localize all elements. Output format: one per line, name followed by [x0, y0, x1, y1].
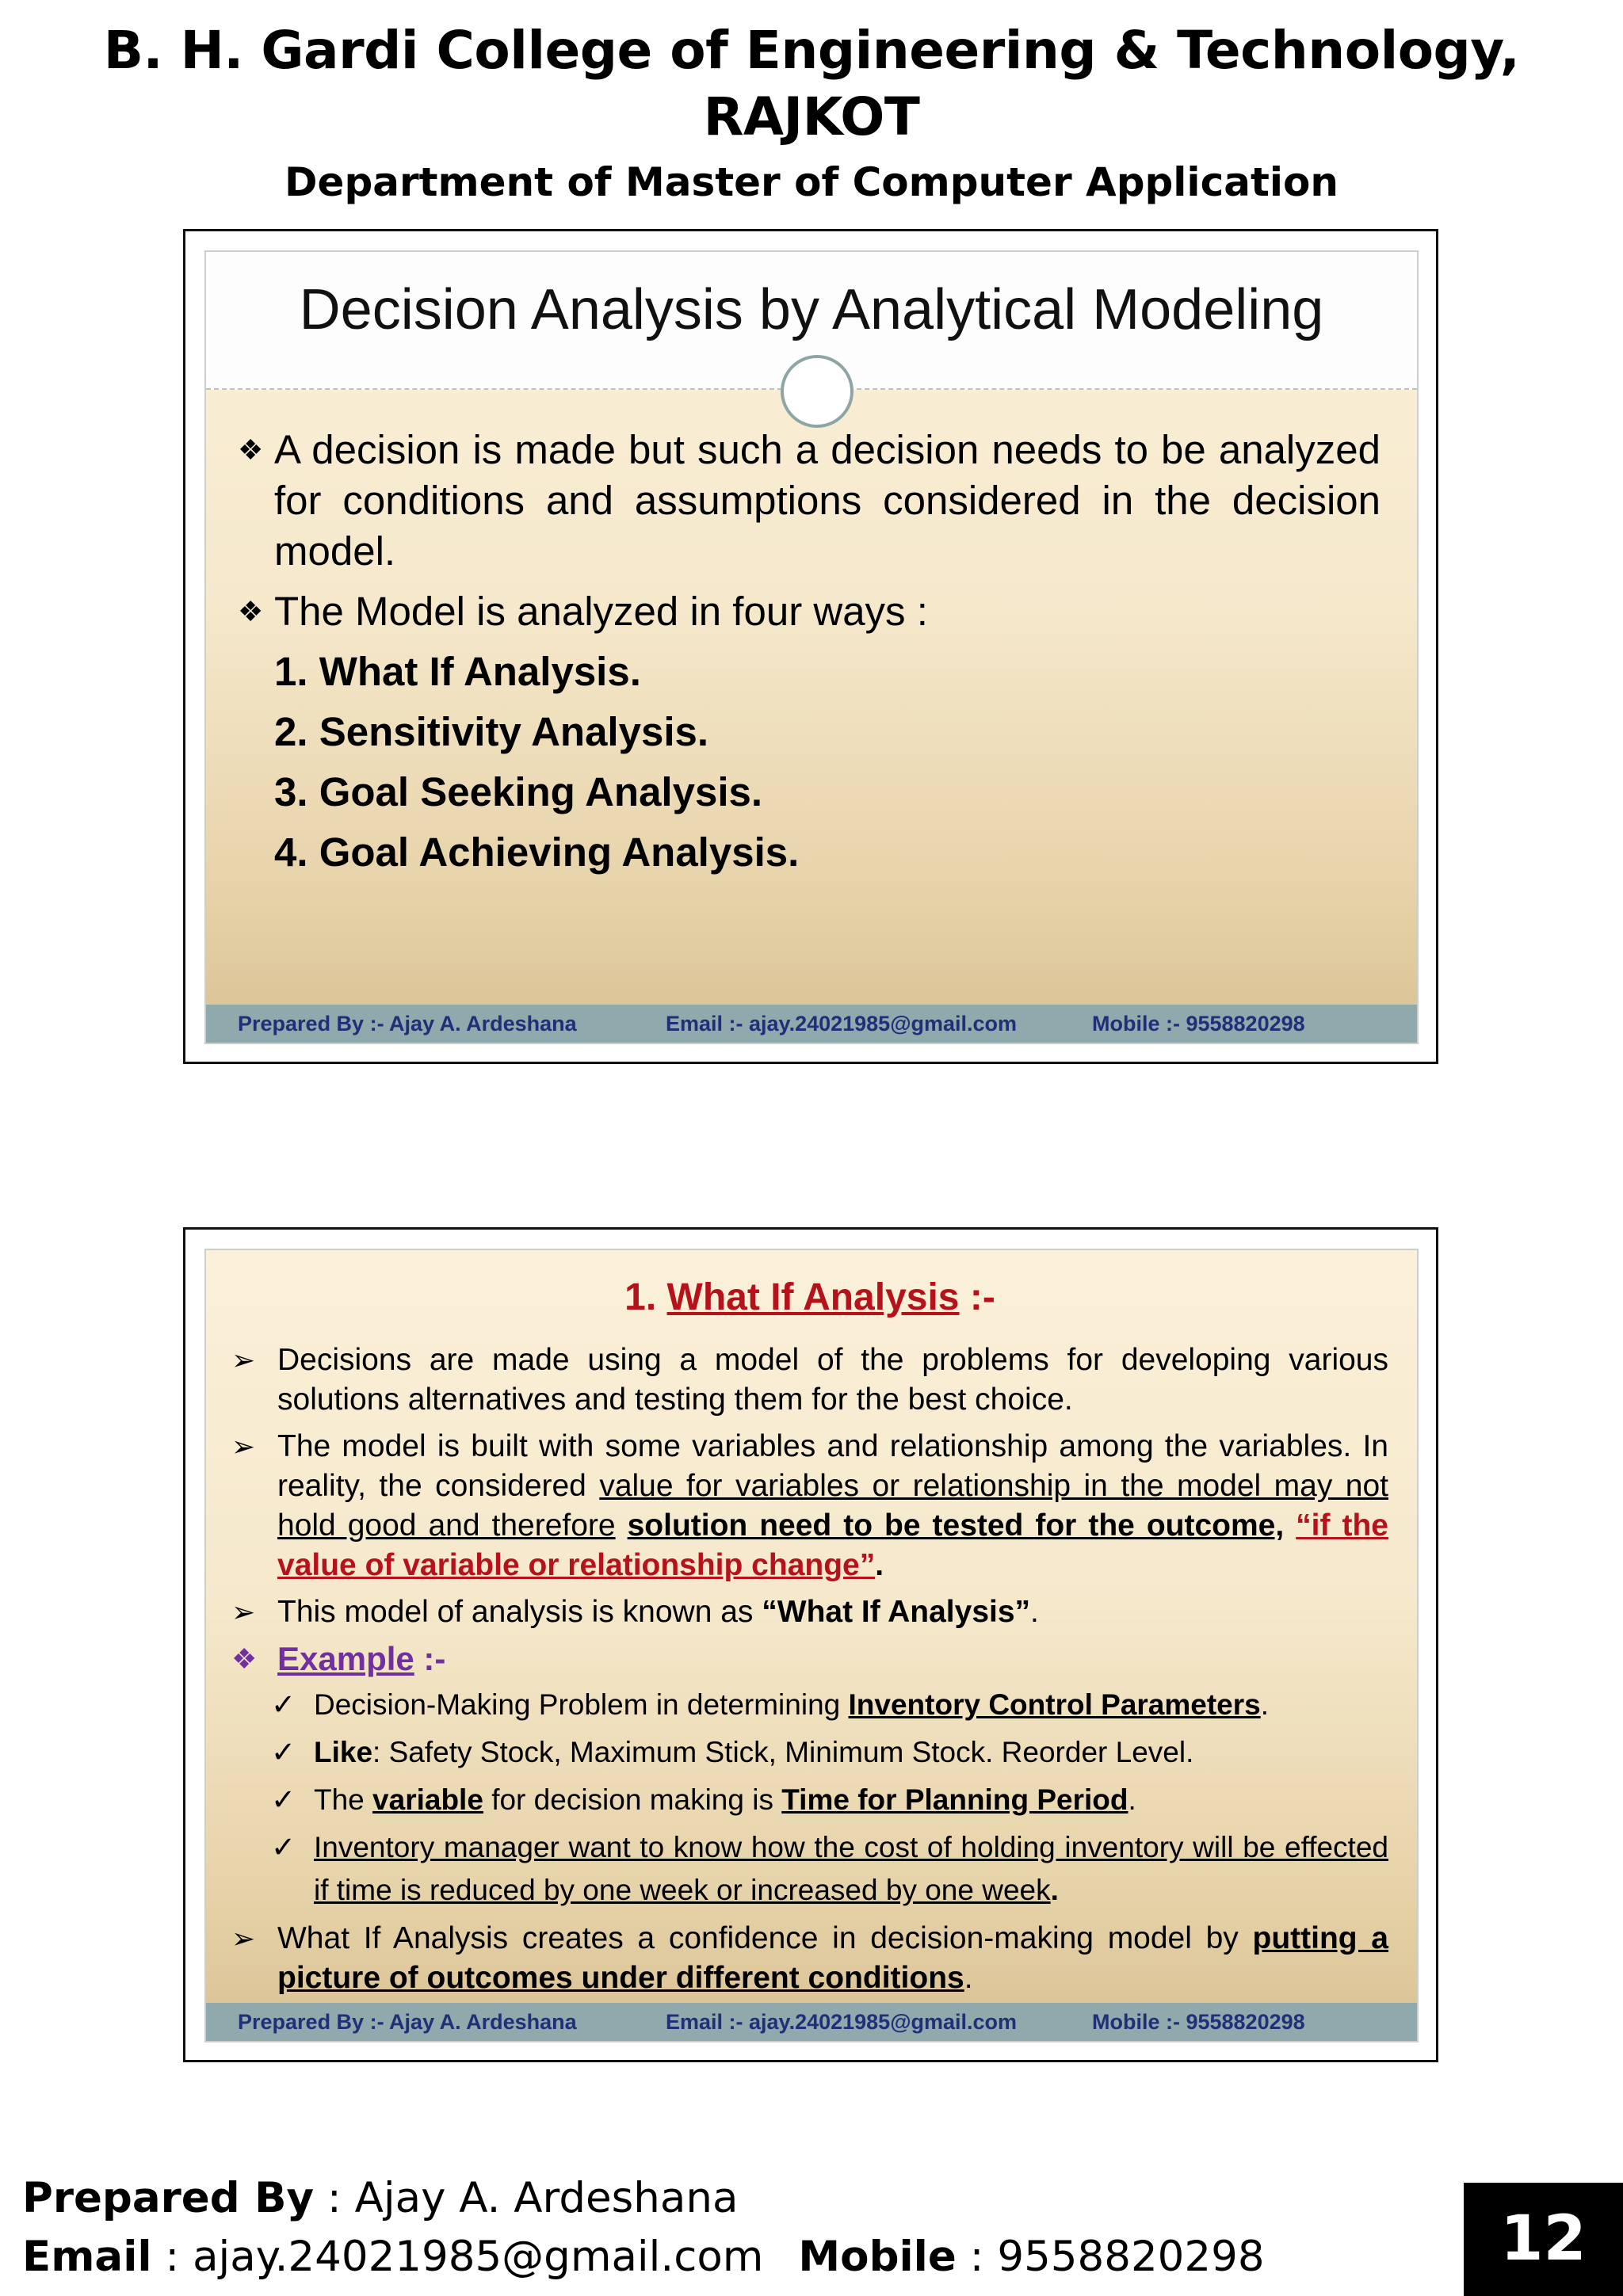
text-run: .	[1050, 1874, 1059, 1906]
footer-email: Email :- ajay.24021985@gmail.com	[666, 1012, 1018, 1035]
text-run: .	[1128, 1783, 1136, 1816]
arrow-bullet-item	[231, 1341, 1388, 1420]
text-run: solution need to be tested for the outcome,	[627, 1508, 1285, 1543]
slide-2	[204, 1249, 1419, 2042]
text-run: Time for Planning Period	[781, 1783, 1128, 1816]
slide-footer	[206, 1005, 1417, 1043]
analysis-item: 1. What If Analysis.	[274, 649, 641, 694]
department-name: Department of Master of Computer Application	[285, 159, 1338, 205]
bullet-text: A decision is made but such a decision needs to be analyzed for conditions and assumptions considered in the decision model.	[274, 427, 1381, 574]
text-run: “if the value of variable or relationship change”	[277, 1508, 1388, 1582]
footer-prepared-by: Prepared By :- Ajay A. Ardeshana	[238, 1012, 577, 1035]
check-bullet-item	[231, 1779, 1388, 1821]
arrow-bullet-icon: ➢	[231, 1430, 256, 1463]
check-bullet-icon: ✓	[271, 1688, 296, 1721]
footer-mobile: Mobile :- 9558820298	[1092, 1012, 1305, 1035]
text-run: .	[1030, 1595, 1039, 1629]
text-run: putting a picture of outcomes under different conditions	[277, 1921, 1388, 1995]
text-run: : Safety Stock, Maximum Stick, Minimum Stock. Reorder Level.	[372, 1736, 1194, 1768]
text-run: The model is built with some variables and relationship among the variables. In reality, the considered	[277, 1429, 1388, 1503]
page-footer	[22, 2169, 1265, 2286]
text-run: What If Analysis creates a confidence in decision-making model by	[277, 1921, 1253, 1955]
mobile-value: : 9558820298	[956, 2233, 1265, 2281]
diamond-bullet-icon: ❖	[231, 1642, 258, 1675]
text-run: .	[1260, 1688, 1270, 1721]
college-name: B. H. Gardi College of Engineering & Technology, RAJKOT	[103, 20, 1520, 147]
arrow-bullet-icon: ➢	[231, 1344, 256, 1376]
slide-frame-2	[183, 1227, 1438, 2062]
analysis-item: 2. Sensitivity Analysis.	[274, 709, 709, 754]
arrow-bullet-item	[231, 1427, 1388, 1585]
slide-2-body	[231, 1274, 1388, 1998]
page-header	[0, 17, 1623, 208]
arrow-bullet-item	[231, 1592, 1388, 1632]
circle-ornament-icon	[784, 358, 850, 425]
text-run: “What If Analysis”	[762, 1595, 1031, 1629]
text-run: variable	[372, 1783, 483, 1816]
text-run: .	[964, 1961, 973, 1995]
bullet-item	[238, 425, 1381, 577]
check-bullet-item	[231, 1826, 1388, 1912]
footer-email: Email :- ajay.24021985@gmail.com	[666, 2010, 1018, 2034]
prepared-value: : Ajay A. Ardeshana	[314, 2174, 739, 2222]
check-bullet-icon: ✓	[271, 1736, 296, 1768]
text-run: for decision making is	[483, 1783, 782, 1816]
email-value: : ajay.24021985@gmail.com	[151, 2233, 764, 2281]
diamond-bullet-icon: ❖	[238, 595, 264, 627]
example-heading	[231, 1639, 1388, 1679]
title-suffix: :-	[959, 1276, 995, 1318]
footer-prepared-line	[22, 2169, 1265, 2228]
title-main: What If Analysis	[666, 1276, 960, 1318]
text-run	[616, 1508, 628, 1543]
check-bullet-icon: ✓	[271, 1831, 296, 1863]
text-run	[1284, 1508, 1296, 1543]
text-run: The	[314, 1783, 373, 1816]
text-run: .	[875, 1548, 884, 1582]
slide-footer	[206, 2003, 1417, 2041]
email-label: Email	[22, 2233, 152, 2281]
text-run: Inventory manager want to know how the cost of holding inventory will be effected if time is reduced by one week or increased by one week	[314, 1831, 1388, 1906]
slide-title: Decision Analysis by Analytical Modeling	[299, 278, 1324, 341]
check-bullet-item	[231, 1731, 1388, 1774]
slide-1	[204, 250, 1419, 1044]
bullet-text: The Model is analyzed in four ways :	[274, 589, 928, 634]
footer-prepared-by: Prepared By :- Ajay A. Ardeshana	[238, 2010, 577, 2034]
text-run: Like	[314, 1736, 373, 1768]
slide-frame-1	[183, 229, 1438, 1064]
arrow-bullet-icon: ➢	[231, 1596, 256, 1628]
example-label: Example	[277, 1640, 414, 1677]
arrow-bullet-icon: ➢	[231, 1922, 256, 1955]
text-run: Inventory Control Parameters	[848, 1688, 1261, 1721]
arrow-bullet-item	[231, 1919, 1388, 1998]
bullet-text: Decisions are made using a model of the problems for developing various solutions alternatives and testing them for the best choice.	[277, 1343, 1388, 1417]
diamond-bullet-icon: ❖	[238, 433, 264, 466]
slide-title	[231, 1274, 1388, 1322]
analysis-item: 3. Goal Seeking Analysis.	[274, 769, 763, 814]
prepared-label: Prepared By	[22, 2174, 315, 2222]
page-number: 12	[1464, 2183, 1623, 2296]
text-run: This model of analysis is known as	[277, 1595, 762, 1629]
title-prefix: 1.	[624, 1276, 667, 1318]
check-bullet-item	[231, 1684, 1388, 1726]
check-bullet-icon: ✓	[271, 1783, 296, 1816]
footer-contact-line	[22, 2228, 1265, 2286]
bullet-item	[238, 586, 1381, 637]
slide-1-body	[238, 425, 1381, 878]
text-run: value for variables or relationship in the model may not hold good and therefore	[277, 1469, 1388, 1543]
analysis-item: 4. Goal Achieving Analysis.	[274, 830, 800, 875]
example-suffix: :-	[414, 1640, 446, 1677]
mobile-label: Mobile	[798, 2233, 957, 2281]
footer-mobile: Mobile :- 9558820298	[1092, 2010, 1305, 2034]
text-run: Decision-Making Problem in determining	[314, 1688, 849, 1721]
